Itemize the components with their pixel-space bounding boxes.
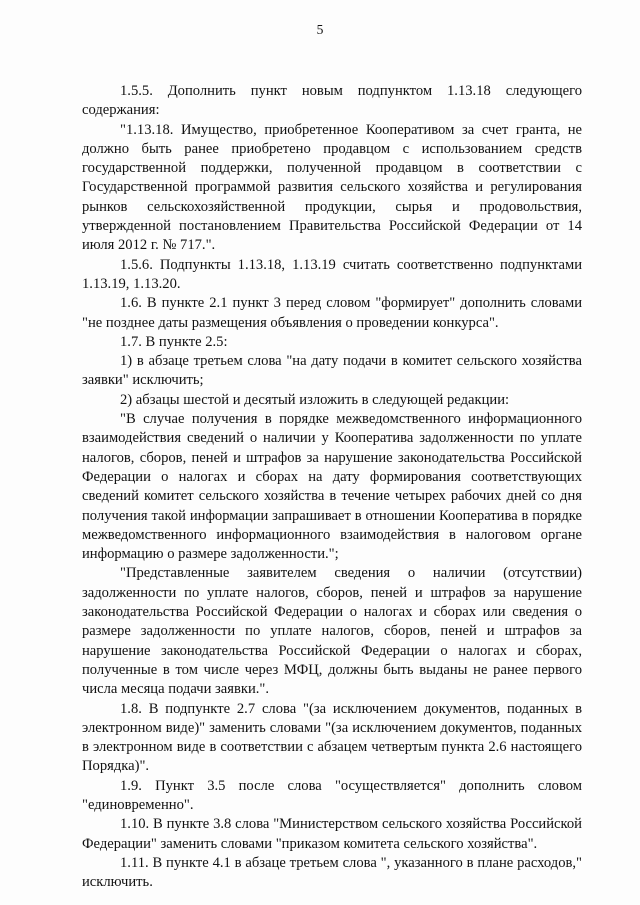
paragraph-1-5-5: 1.5.5. Дополнить пункт новым подпунктом 1.13.18 следующего содержания: [82,83,582,119]
paragraph-1-7-item-1: 1) в абзаце третьем слова "на дату подачи в комитет сельского хозяйства заявки" исключить; [82,353,582,389]
paragraph-1-7: 1.7. В пункте 2.5: [120,333,228,350]
paragraph-1-10: 1.10. В пункте 3.8 слова "Министерством сельского хозяйства Российской Федерации" заменить словами "приказом комитета сельского хозяйства". [82,816,582,852]
paragraph-1-5-6: 1.5.6. Подпункты 1.13.18, 1.13.19 считать соответственно подпунктами 1.13.19, 1.13.20. [82,256,582,292]
document-body [82,82,582,892]
paragraph-1-11: 1.11. В пункте 4.1 в абзаце третьем слова ", указанного в плане расходов," исключить. [82,854,582,891]
paragraph-1-7-item-2: 2) абзацы шестой и десятый изложить в следующей редакции: [120,391,510,408]
paragraph-quote-debt-info: "В случае получения в порядке межведомственного информационного взаимодействия сведений о наличии у Кооператива задолженности по уплате налогов, сборов, пеней и штрафов за нарушение законодательства Российской Федерации о налогах и сборах на дату формирования соответствующих сведений комитет сельского хозяйства в течение четырех рабочих дней со дня получения такой информации запрашивает в отношении Кооператива в порядке межведомственного информационного взаимодействия в налоговом органе информацию о размере задолженности."; [82,411,582,563]
paragraph-1-6: 1.6. В пункте 2.1 пункт 3 перед словом "формирует" дополнить словами "не позднее даты размещения объявления о проведении конкурса". [82,295,582,331]
paragraph-1-13-18-quote: "1.13.18. Имущество, приобретенное Кооперативом за счет гранта, не должно быть ранее приобретено продавцом с использованием средств государственной поддержки, полученной продавцом в соответствии с Государственной программой развития сельского хозяйства и регулирования рынков сельскохозяйственной продукции, сырья и продовольствия, утвержденной постановлением Правительства Российской Федерации от 14 июля 2012 г. № 717.". [82,121,582,254]
page-number: 5 [316,22,324,37]
paragraph-1-9: 1.9. Пункт 3.5 после слова "осуществляется" дополнить словом "единовременно". [82,777,582,813]
paragraph-quote-presented-info: "Представленные заявителем сведения о наличии (отсутствии) задолженности по уплате налогов, сборов, пеней и штрафов за нарушение законодательства Российской Федерации о налогах и сборах или сведения о размере задолженности по уплате налогов, сборов, пеней и штрафов за нарушение законодательства Российской Федерации о налогах и сборах, полученные в том числе через МФЦ, должны быть выданы не ранее первого числа месяца подачи заявки.". [82,565,582,698]
paragraph-1-8: 1.8. В подпункте 2.7 слова "(за исключением документов, поданных в электронном виде)" заменить словами "(за исключением документов, поданных в электронном виде в соответствии с абзацем четвертым пункта 2.6 настоящего Порядка)". [82,700,582,775]
